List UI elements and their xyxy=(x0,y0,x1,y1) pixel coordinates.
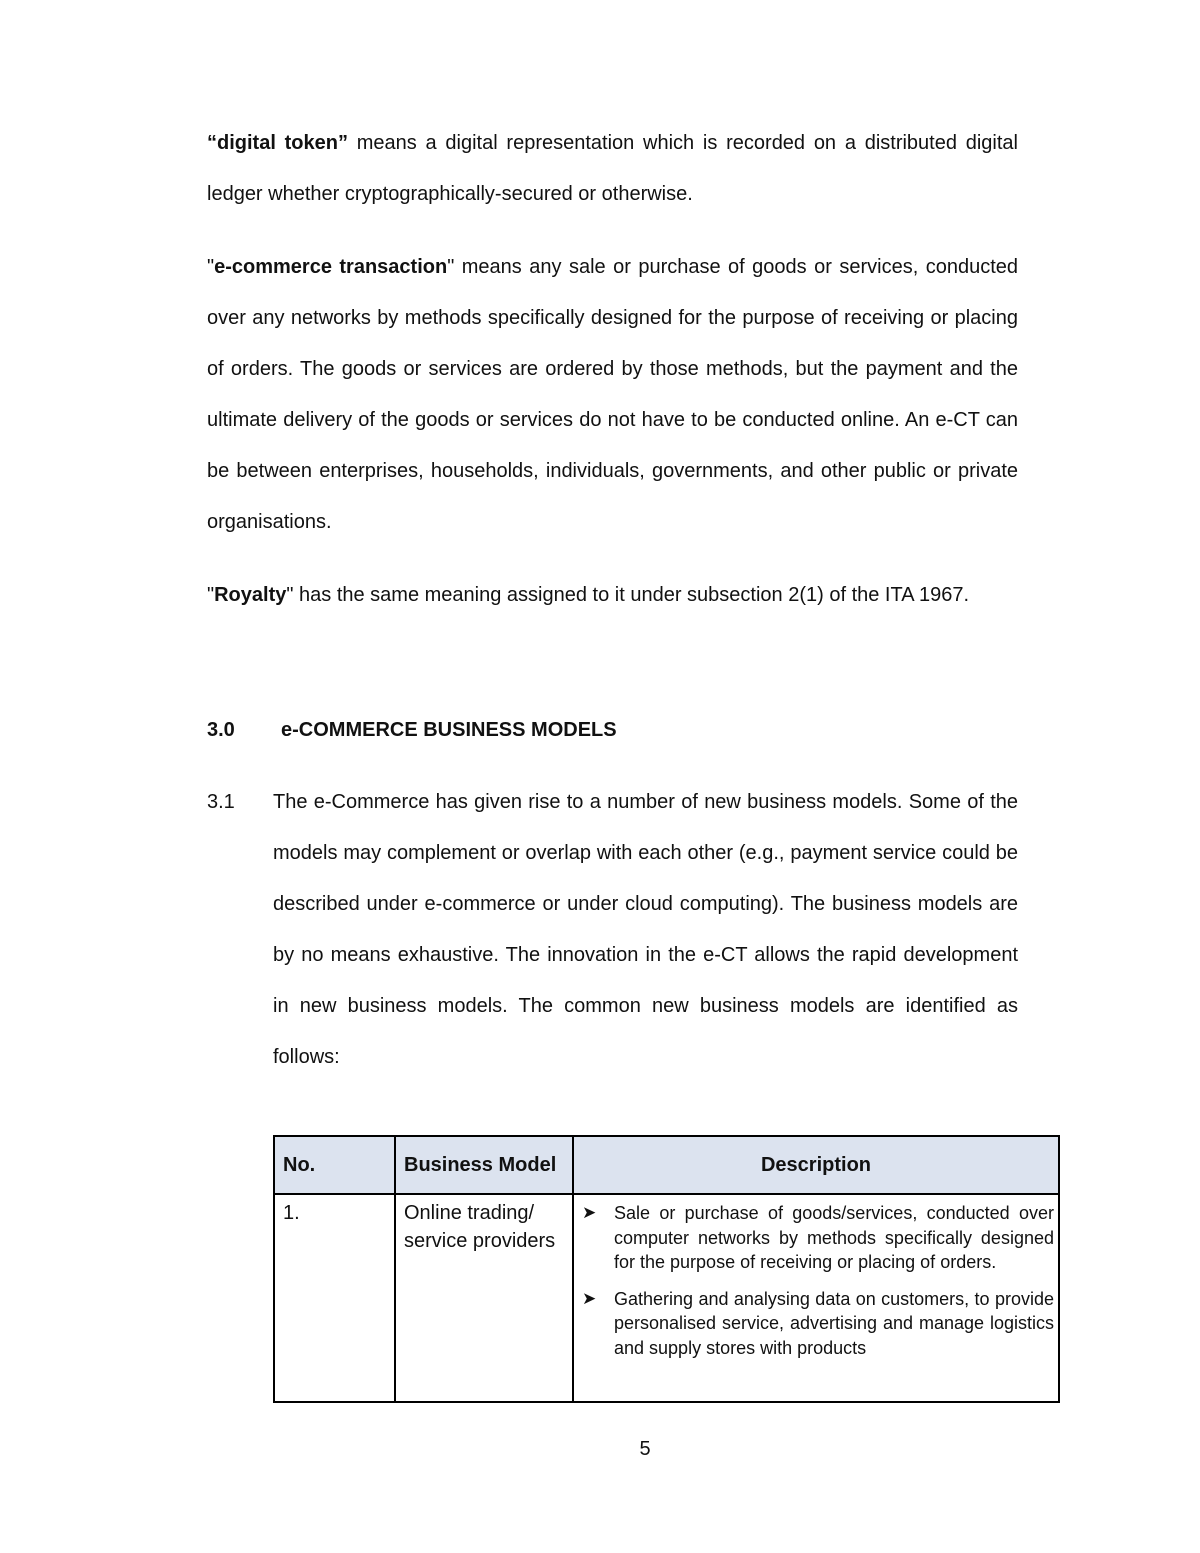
definition-digital-token xyxy=(207,118,1018,220)
subsection-text: The e-Commerce has given rise to a number of new business models. Some of the models may complement or overlap with each other (e.g., payment service could be described under e-commerce or under cloud computing). The business models are by no means exhaustive. The innovation in the e-CT allows the rapid development in new business models. The common new business models are identified as follows: xyxy=(273,791,1018,1068)
subsection-3-1 xyxy=(207,777,1018,1083)
term-ecommerce-transaction: e-commerce transaction xyxy=(214,256,448,278)
open-quote: " xyxy=(207,584,215,606)
description-bullet xyxy=(580,1201,1054,1275)
header-no: No. xyxy=(274,1136,395,1194)
header-description: Description xyxy=(573,1136,1059,1194)
header-business-model: Business Model xyxy=(395,1136,573,1194)
definition-text: " has the same meaning assigned to it under subsection 2(1) of the ITA 1967. xyxy=(286,584,970,606)
definition-ecommerce-transaction xyxy=(207,242,1018,548)
definition-text: means a digital representation which is recorded on a distributed digital ledger whether cryptographically-secured or otherwise. xyxy=(207,132,1018,205)
page-number: 5 xyxy=(639,1438,651,1460)
section-number: 3.0 xyxy=(207,719,235,741)
bullet-text: Sale or purchase of goods/services, conducted over computer networks by methods specifically designed for the purpose of receiving or placing of orders. xyxy=(614,1203,1054,1272)
term-digital-token: “digital token” xyxy=(207,132,348,154)
arrowhead-icon: ➤ xyxy=(582,1203,597,1222)
subsection-number: 3.1 xyxy=(207,791,235,813)
cell-no: 1. xyxy=(274,1194,395,1402)
table-row xyxy=(274,1194,1059,1402)
section-heading xyxy=(207,714,617,746)
table-header-row xyxy=(274,1136,1059,1194)
section-title: e-COMMERCE BUSINESS MODELS xyxy=(281,719,617,741)
description-bullet xyxy=(580,1287,1054,1361)
definition-royalty xyxy=(207,570,1018,621)
cell-description xyxy=(573,1194,1059,1402)
term-royalty: Royalty xyxy=(214,584,287,606)
definition-text: " means any sale or purchase of goods or services, conducted over any networks by methods specifically designed for the purpose of receiving or placing of orders. The goods or services are ordered by those methods, but the payment and the ultimate delivery of the goods or services do not have to be conducted online. An e-CT can be between enterprises, households, individuals, governments, and other public or private organisations. xyxy=(207,256,1018,533)
cell-business-model: Online trading/ service providers xyxy=(395,1194,573,1402)
business-models-table xyxy=(273,1135,1060,1403)
bullet-text: Gathering and analysing data on customers, to provide personalised service, advertising and manage logistics and supply stores with products xyxy=(614,1288,1054,1358)
arrowhead-icon: ➤ xyxy=(582,1288,597,1308)
open-quote: " xyxy=(207,256,215,278)
